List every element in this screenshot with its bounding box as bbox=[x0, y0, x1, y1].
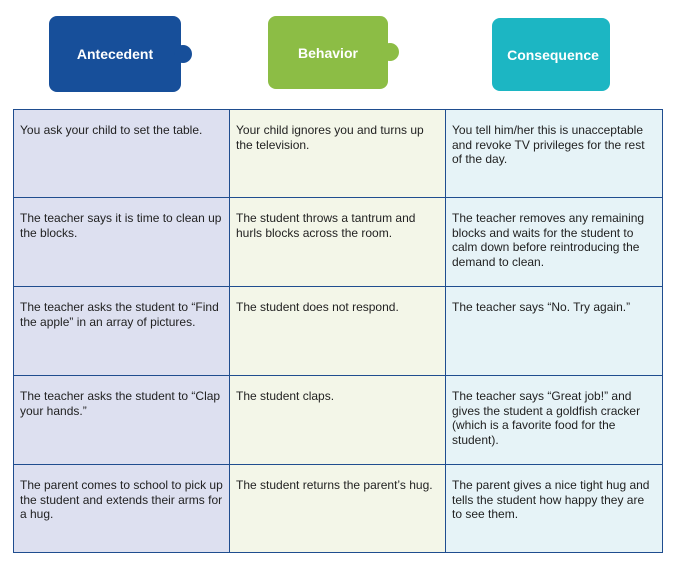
consequence-cell: The teacher says “Great job!” and gives the student a goldfish cracker (which is a favorite food for the student). bbox=[446, 376, 663, 465]
antecedent-puzzle-piece bbox=[49, 16, 181, 92]
antecedent-cell: The teacher asks the student to “Clap your hands.” bbox=[14, 376, 230, 465]
table-row bbox=[14, 465, 663, 553]
puzzle-knob-icon bbox=[174, 45, 192, 63]
puzzle-knob-icon bbox=[381, 43, 399, 61]
behavior-cell: The student does not respond. bbox=[230, 287, 446, 376]
table-row bbox=[14, 287, 663, 376]
consequence-cell: You tell him/her this is unacceptable and revoke TV privileges for the rest of the day. bbox=[446, 110, 663, 198]
antecedent-cell: The teacher asks the student to “Find the apple” in an array of pictures. bbox=[14, 287, 230, 376]
consequence-cell: The teacher says “No. Try again.” bbox=[446, 287, 663, 376]
behavior-header: Behavior bbox=[298, 44, 358, 61]
abc-header-pieces bbox=[0, 0, 675, 100]
antecedent-cell: You ask your child to set the table. bbox=[14, 110, 230, 198]
antecedent-cell: The teacher says it is time to clean up the blocks. bbox=[14, 198, 230, 287]
consequence-puzzle-piece bbox=[492, 18, 610, 91]
behavior-cell: Your child ignores you and turns up the television. bbox=[230, 110, 446, 198]
behavior-cell: The student throws a tantrum and hurls blocks across the room. bbox=[230, 198, 446, 287]
behavior-cell: The student returns the parent’s hug. bbox=[230, 465, 446, 553]
antecedent-cell: The parent comes to school to pick up the student and extends their arms for a hug. bbox=[14, 465, 230, 553]
consequence-header: Consequence bbox=[507, 46, 599, 63]
table-row bbox=[14, 198, 663, 287]
consequence-cell: The teacher removes any remaining blocks and waits for the student to calm down before reintroducing the demand to clean. bbox=[446, 198, 663, 287]
behavior-puzzle-piece bbox=[268, 16, 388, 89]
consequence-cell: The parent gives a nice tight hug and tells the student how happy they are to see them. bbox=[446, 465, 663, 553]
abc-examples-table bbox=[13, 109, 663, 553]
antecedent-header: Antecedent bbox=[76, 46, 154, 62]
table-row bbox=[14, 376, 663, 465]
behavior-cell: The student claps. bbox=[230, 376, 446, 465]
table-row bbox=[14, 110, 663, 198]
